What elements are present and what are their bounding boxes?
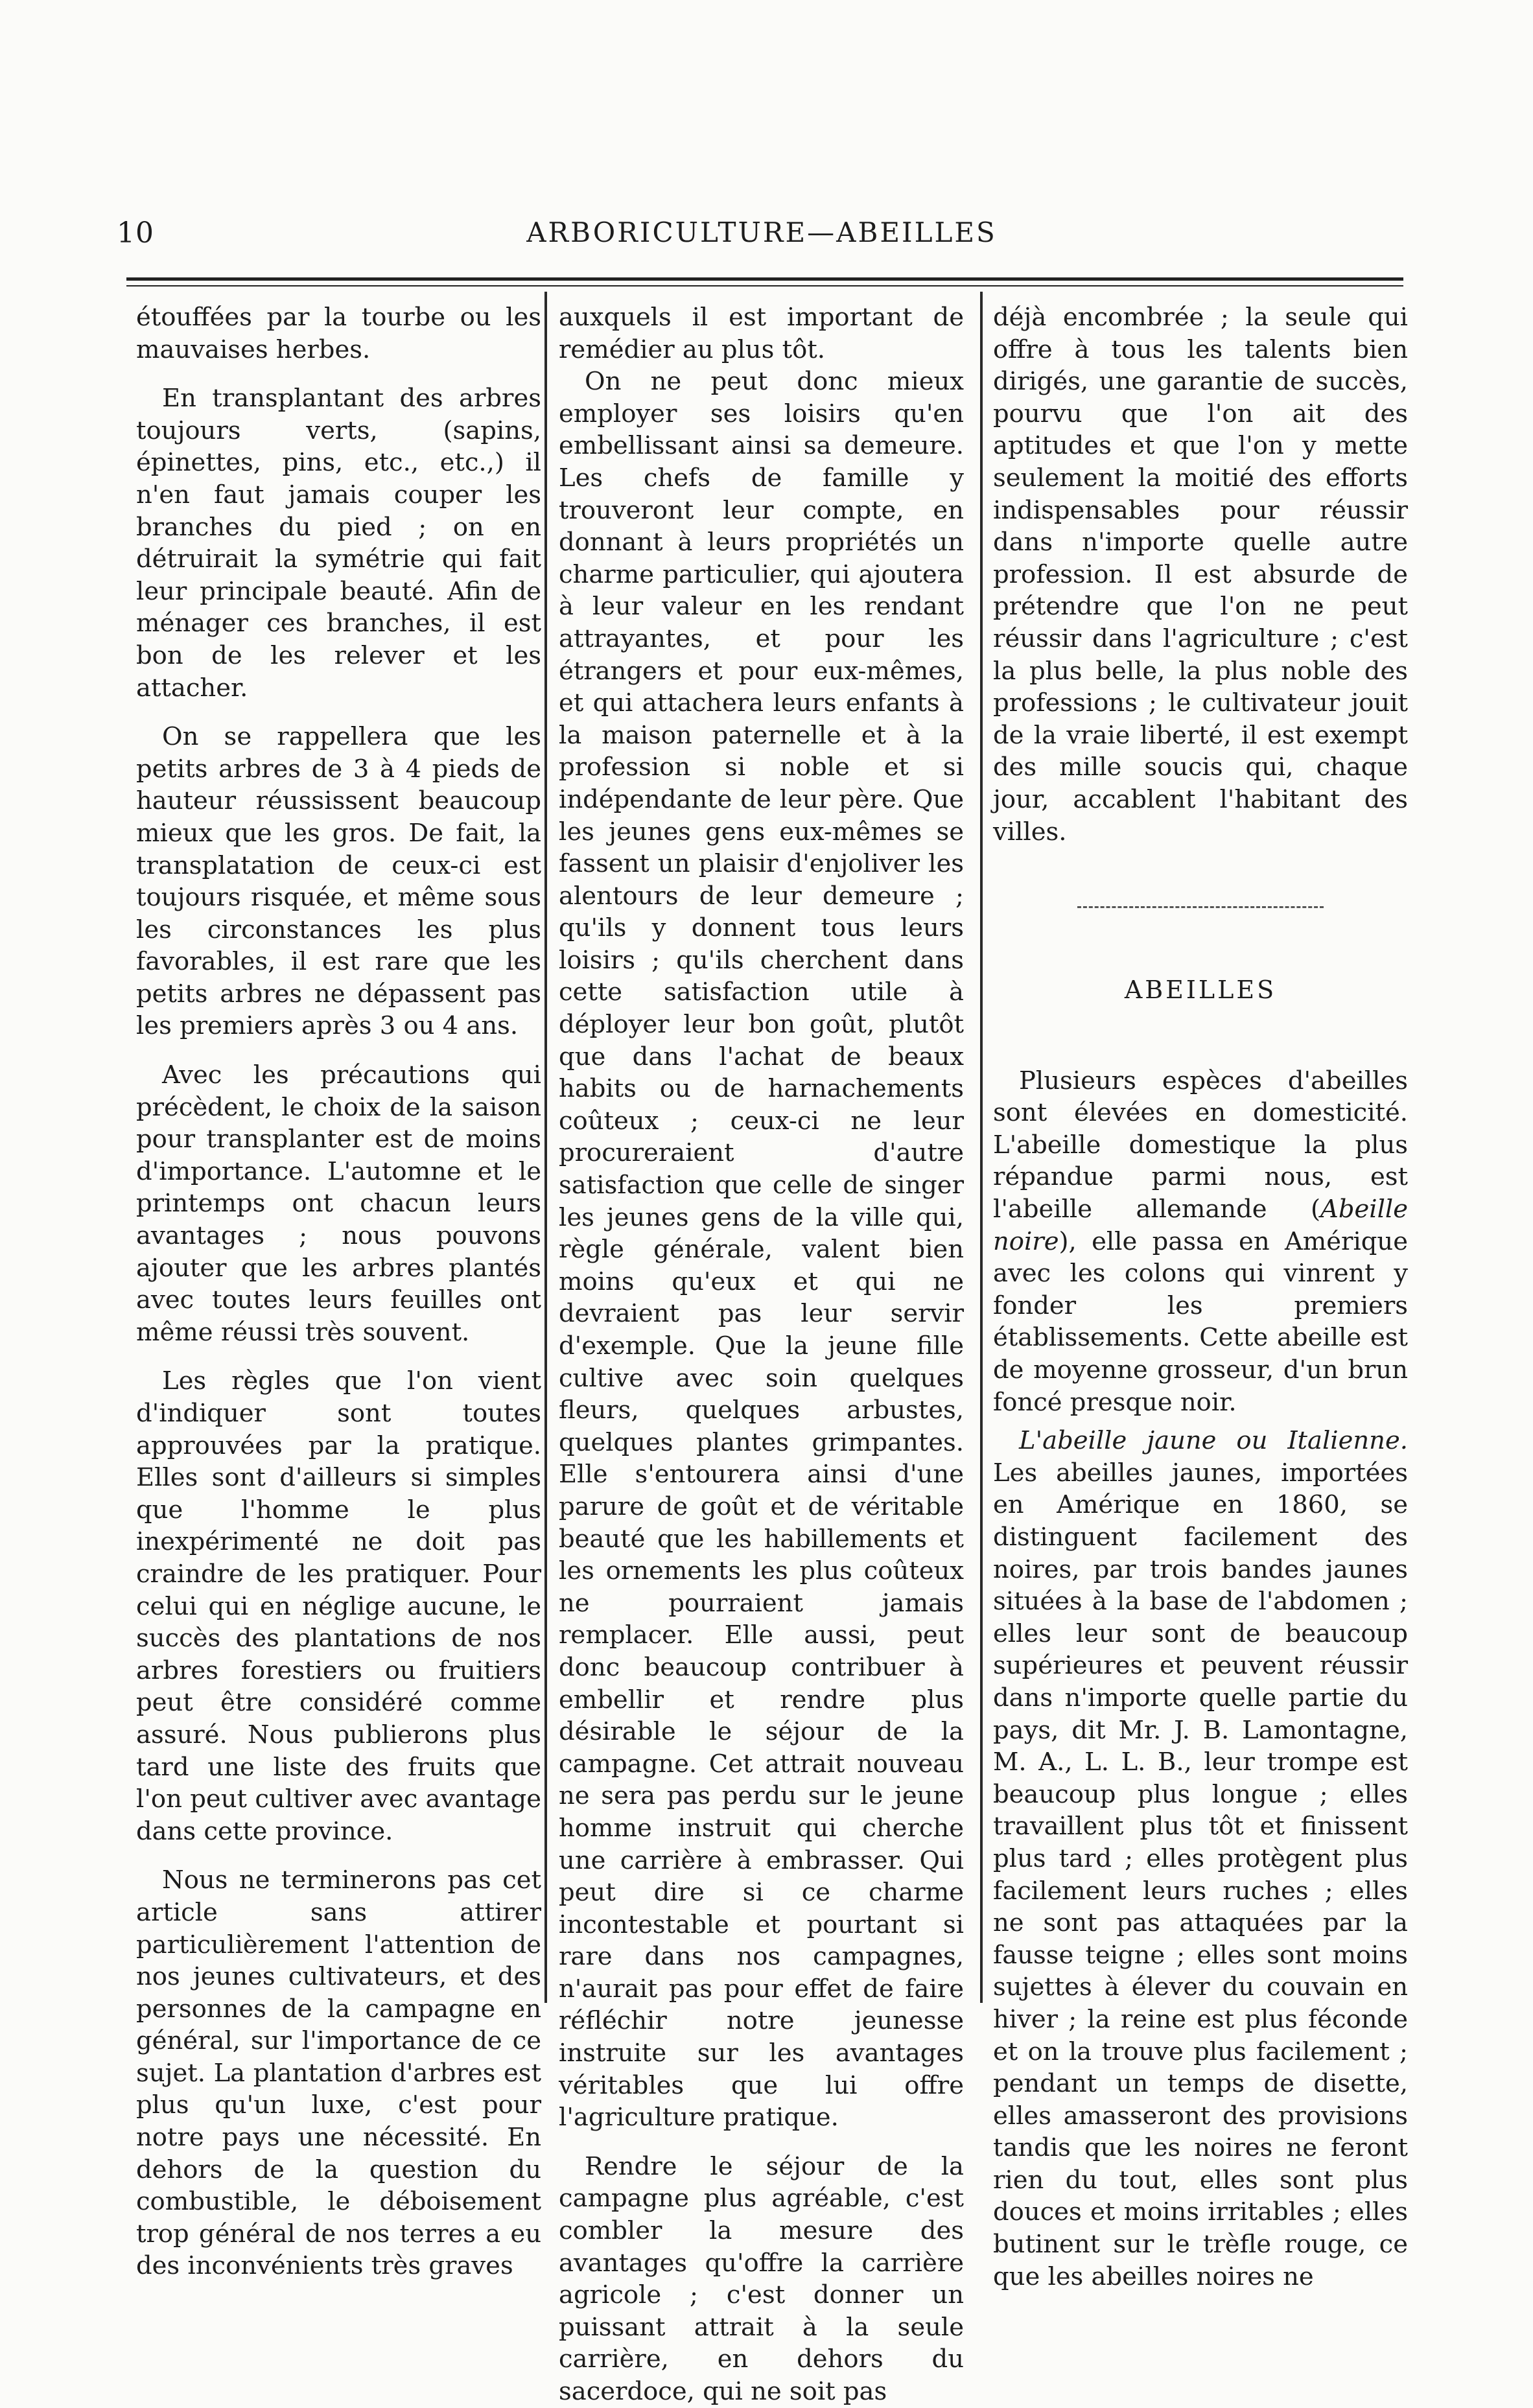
paragraph — [993, 1425, 1408, 2293]
paragraph: déjà encombrée ; la seule qui offre à tous les talents bien dirigés, une garantie de succès, pourvu que l'on ait des aptitudes et que l'on y mette seulement la moitié des efforts indispensables pour réussir dans n'importe quelle autre profession. Il est absurde de prétendre que l'on ne peut réussir dans l'agriculture ; c'est la plus belle, la plus noble des professions ; le cultivateur jouit de la vraie liberté, il est exempt des mille soucis qui, chaque jour, accablent l'habitant des villes. — [993, 303, 1408, 847]
column-divider-right — [980, 292, 983, 2003]
italic-term: L'abeille jaune ou Italienne. — [1019, 1426, 1408, 1456]
paragraph: Rendre le séjour de la campagne plus agréable, c'est combler la mesure des avantages qu'offre la carrière agricole ; c'est donner un puissant attrait à la seule carrière, en dehors du sacerdoce, qui ne soit pas — [559, 2151, 964, 2406]
paragraph: étouffées par la tourbe ou les mauvaises herbes. — [136, 303, 541, 364]
page-header — [117, 216, 1407, 255]
header-rule-thick — [126, 277, 1403, 281]
paragraph: On se rappellera que les petits arbres de 3 à 4 pieds de hauteur réussissent beaucoup mieux que les gros. De fait, la transplatation de ceux-ci est toujours risquée, et même sous les circonstances les plus favorables, il est rare que les petits arbres ne dépassent pas les premiers après 3 ou 4 ans. — [136, 722, 541, 1041]
header-rule-thin — [126, 285, 1403, 286]
section-separator — [1077, 906, 1324, 909]
column-middle — [559, 301, 964, 2408]
paragraph-text: Les abeilles jaunes, importées en Amérique en 1860, se distinguent facilement des noires, par trois bandes jaunes situées à la base de l'abdomen ; elles leur sont de beaucoup supérieures et peuvent réussir dans n'importe quelle partie du pays, dit Mr. J. B. Lamontagne, M. A., L. L. B., leur trompe est beaucoup plus longue ; elles travaillent plus tôt et finissent plus tard ; elles protègent plus facilement leurs ruches ; elles ne sont pas attaquées par la fausse teigne ; elles sont moins sujettes à élever du couvain en hiver ; la reine est plus féconde et on la trouve plus facilement ; pendant un temps de disette, elles amasseront des provisions tandis que les noires ne feront rien du tout, elles sont plus douces et moins irritables ; elles butinent sur le trèfle rouge, ce que les abeilles noires ne — [993, 1458, 1408, 2291]
page-number: 10 — [117, 216, 154, 250]
paragraph: auxquels il est important de remédier au plus tôt. — [559, 303, 964, 364]
column-right — [993, 301, 1408, 2293]
italic-term: Abeille noire — [993, 1195, 1408, 1256]
paragraph-text: ), elle passa en Amérique avec les colons qui vinrent y fonder les premiers établissements. Cette abeille est de moyenne grosseur, d'un brun foncé presque noir. — [993, 1226, 1408, 1417]
paragraph: Nous ne terminerons pas cet article sans attirer particulièrement l'attention de nos jeunes cultivateurs, et des personnes de la campagne en général, sur l'importance de ce sujet. La plantation d'arbres est plus qu'un luxe, c'est pour notre pays une nécessité. En dehors de la question du combustible, le déboisement trop général de nos terres a eu des inconvénients très graves — [136, 1865, 541, 2281]
paragraph — [993, 1065, 1408, 1419]
column-divider-left — [544, 292, 547, 2003]
paragraph: Les règles que l'on vient d'indiquer sont toutes approuvées par la pratique. Elles sont d'ailleurs si simples que l'homme le plus inexpérimenté ne doit pas craindre de les pratiquer. Pour celui qui en néglige aucune, le succès des plantations de nos arbres forestiers ou fruitiers peut être considéré comme assuré. Nous publierons plus tard une liste des fruits que l'on peut cultiver avec avantage dans cette province. — [136, 1366, 541, 1846]
paragraph-text: Plusieurs espèces d'abeilles sont élevées en domesticité. L'abeille domestique la plus répandue parmi nous, est l'abeille allemande ( — [993, 1066, 1408, 1224]
column-left — [136, 301, 541, 2282]
section-title: ABEILLES — [1124, 976, 1277, 1005]
paragraph: On ne peut donc mieux employer ses loisirs qu'en embellissant ainsi sa demeure. Les chefs de famille y trouveront leur compte, en donnant à leurs propriétés un charme particulier, qui ajoutera à leur valeur en les rendant attrayantes, et pour les étrangers et pour eux-mêmes, et qui attachera leurs enfants à la maison paternelle et à la profession si noble et si indépendante de leur père. Que les jeunes gens eux-mêmes se fassent un plaisir d'enjoliver les alentours de leur demeure ; qu'ils y donnent tous leurs loisirs ; qu'ils cherchent dans cette satisfaction utile à déployer leur bon goût, plutôt que dans l'achat de beaux habits ou de harnachements coûteux ; ceux-ci ne leur procureraient d'autre satisfaction que celle de singer les jeunes gens de la ville qui, règle générale, valent bien moins qu'eux et qui ne devraient pas leur servir d'exemple. Que la jeune fille cultive avec soin quelques fleurs, quelques arbustes, quelques plantes grimpantes. Elle s'entourera ainsi d'une parure de goût et de véritable beauté que les habillements et les ornements les plus coûteux ne pourraient jamais remplacer. Elle aussi, peut donc beaucoup contribuer à embellir et rendre plus désirable le séjour de la campagne. Cet attrait nouveau ne sera pas perdu sur le jeune homme instruit qui cherche une carrière à embrasser. Qui peut dire si ce charme incontestable et pourtant si rare dans nos campagnes, n'aurait pas pour effet de faire réfléchir notre jeunesse instruite sur les avantages véritables que lui offre l'agriculture pratique. — [559, 367, 964, 2133]
running-title: ARBORICULTURE—ABEILLES — [526, 216, 997, 248]
paragraph: En transplantant des arbres toujours verts, (sapins, épinettes, pins, etc., etc.,) il n'en faut jamais couper les branches du pied ; on en détruirait la symétrie qui fait leur principale beauté. Afin de ménager ces branches, il est bon de les relever et les attacher. — [136, 384, 541, 703]
paragraph: Avec les précautions qui précèdent, le choix de la saison pour transplanter est de moins d'importance. L'automne et le printemps ont chacun leurs avantages ; nous pouvons ajouter que les arbres plantés avec toutes leurs feuilles ont même réussi très souvent. — [136, 1060, 541, 1347]
